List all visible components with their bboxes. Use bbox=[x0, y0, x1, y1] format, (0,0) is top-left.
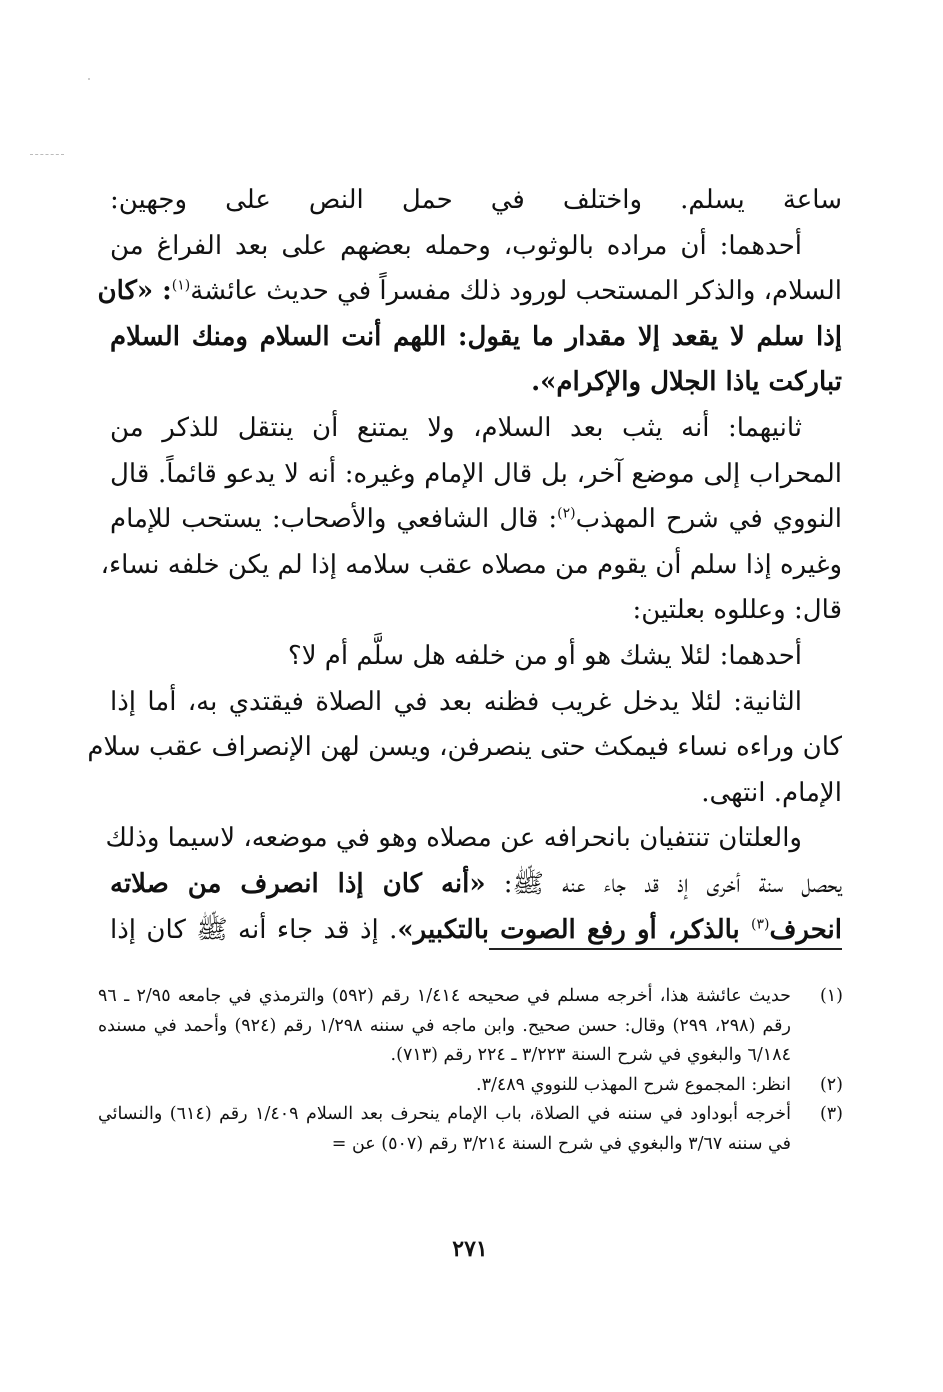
footnotes bbox=[98, 982, 843, 1160]
footnote bbox=[98, 1071, 843, 1101]
footnote bbox=[98, 1100, 843, 1159]
page-number: ٢٧١ bbox=[452, 1236, 488, 1262]
footnote-text: أخرجه أبوداود في سننه في الصلاة، باب الإمام ينحرف بعد السلام ١/٤٠٩ رقم (٦١٤) والنسائي في سننه ٣/٦٧ والبغوي في شرح السنة ٣/٢١٤ رقم (٥٠٧) عن = bbox=[98, 1104, 791, 1154]
text-line: أحدهما: أن مراده بالوثوب، وحمله بعضهم على بعد الفراغ من bbox=[110, 230, 802, 261]
footnote-ref: (٢) bbox=[557, 505, 576, 522]
text-line: انحرف$^{(٣)}$ بالذكر، أو رفع الصوت بالتكبير». إذ قد جاء أنه ﷺ كان إذا bbox=[110, 914, 843, 945]
footnote bbox=[98, 982, 843, 1071]
text-line: الثانية: لئلا يدخل غريب فظنه بعد في الصلاة فيقتدي به، أما إذا bbox=[110, 686, 802, 717]
text-line: المحراب إلى موضع آخر، بل قال الإمام وغيره: أنه لا يدعو قائماً. قال bbox=[110, 458, 842, 489]
text-line: وغيره إذا سلم أن يقوم من مصلاه عقب سلامه إذا لم يكن خلفه نساء، bbox=[100, 549, 842, 580]
main-text bbox=[87, 178, 843, 953]
footnote-text: انظر: المجموع شرح المهذب للنووي ٣/٤٨٩. bbox=[476, 1074, 791, 1095]
text-line: يحصل سنة أخرى إذ قد جاء عنه ﷺ: «أنه كان إذا انصرف من صلاته bbox=[110, 868, 842, 899]
footnote-number: (٢) bbox=[819, 1074, 843, 1095]
footnote-ref: (١) bbox=[171, 277, 191, 294]
footnote-number: (١) bbox=[819, 986, 843, 1006]
footnote-separator bbox=[489, 948, 842, 950]
text-line: أحدهما: لئلا يشك هو أو من خلفه هل سلَّم أم لا؟ bbox=[287, 640, 802, 671]
footnote-number: (٣) bbox=[819, 1104, 843, 1125]
footnote-ref: (٣) bbox=[751, 915, 770, 932]
text-line: تباركت ياذا الجلال والإكرام». bbox=[531, 367, 842, 398]
footnote-text: حديث عائشة هذا، أخرجه مسلم في صحيحه ١/٤١٤ رقم (٥٩٢) والترمذي في جامعه ٢/٩٥ ـ ٩٦ رقم (٢٩٨، ٢٩٩) وقال: حسن صحيح. وابن ماجه في سننه ١/٢٩٨ رقم (٩٢٤) وأحمد في مسنده ٦/١٨٤ والبغوي في شرح السنة ٣/٢٢٣ ـ ٢٢٤ رقم (٧١٣). bbox=[98, 986, 791, 1066]
scan-speck bbox=[88, 78, 90, 80]
text-line: ساعة يسلم. واختلف في حمل النص على وجهين: bbox=[110, 185, 842, 215]
scan-mark bbox=[30, 154, 64, 156]
text-line: كان وراءه نساء فيمكث حتى ينصرفن، ويسن لهن الإنصراف عقب سلام bbox=[87, 732, 842, 763]
text-line: النووي في شرح المهذب$^{(٢)}$: قال الشافعي والأصحاب: يستحب للإمام bbox=[110, 504, 843, 535]
text-line: قال: وعللوه بعلتين: bbox=[632, 595, 842, 626]
text-line: ثانيهما: أنه يثب بعد السلام، ولا يمتنع أن ينتقل للذكر من bbox=[110, 412, 802, 443]
text-line: الإمام. انتهى. bbox=[701, 777, 842, 808]
text-line: السلام، والذكر المستحب لورود ذلك مفسراً في حديث عائشة$^{(١)}$: «كان bbox=[97, 276, 842, 307]
text-line: إذا سلم لا يقعد إلا مقدار ما يقول: اللهم أنت السلام ومنك السلام bbox=[110, 321, 842, 352]
text-line: والعلتان تنتفيان بانحرافه عن مصلاه وهو في موضعه، لاسيما وذلك bbox=[105, 823, 802, 854]
